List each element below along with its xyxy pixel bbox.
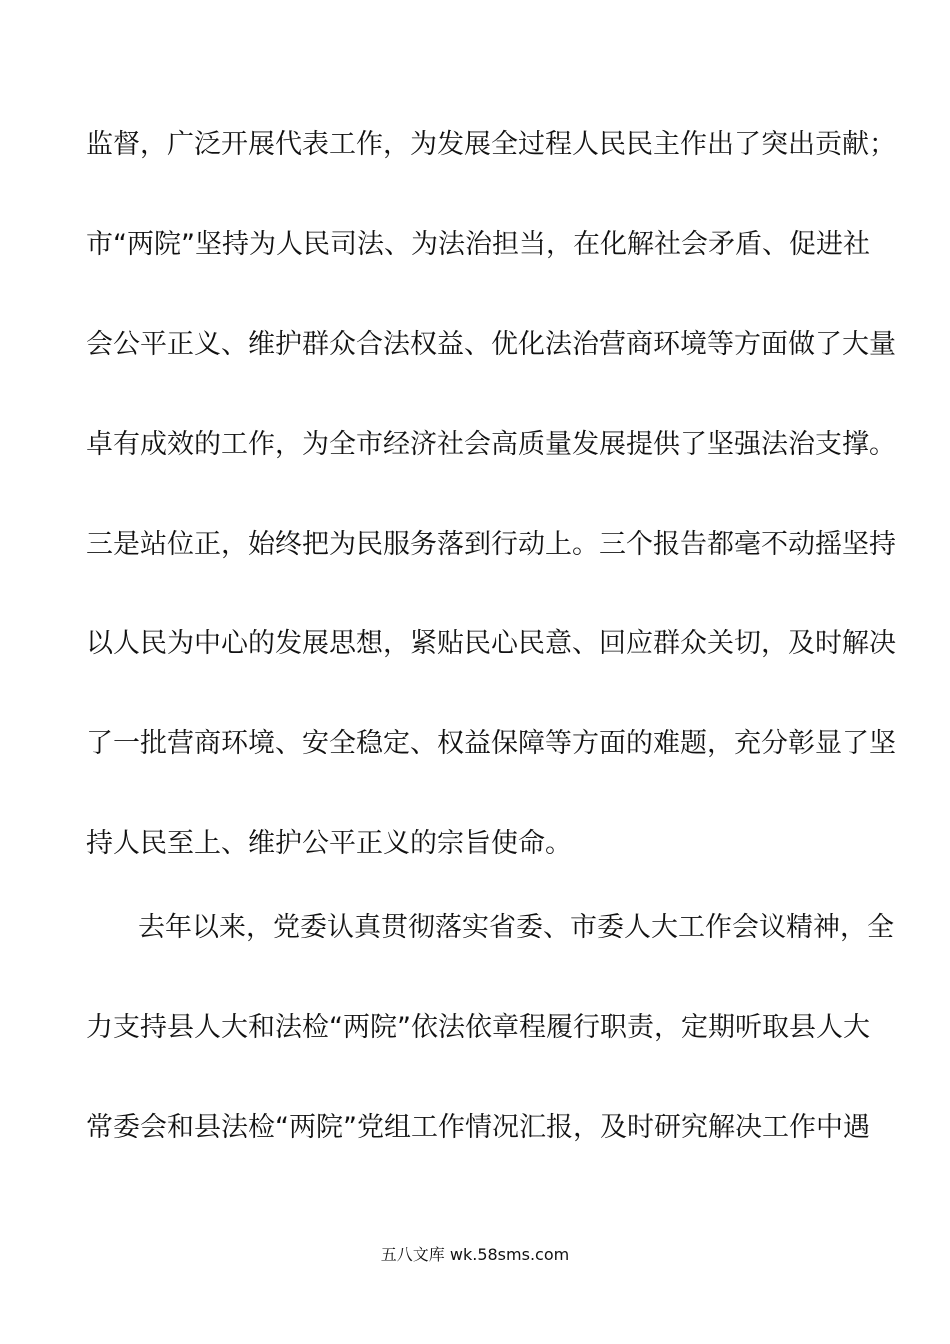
text-line: 常委会和县法检“两院”党组工作情况汇报，及时研究解决工作中遇 (86, 1112, 870, 1143)
text-line: 了一批营商环境、安全稳定、权益保障等方面的难题，充分彰显了坚 (86, 728, 896, 759)
footer-watermark: 五八文库 wk.58sms.com (380, 1245, 570, 1264)
text-line: 持人民至上、维护公平正义的宗旨使命。 (86, 828, 572, 859)
text-line: 市“两院”坚持为人民司法、为法治担当，在化解社会矛盾、促进社 (86, 229, 870, 260)
text-line: 三是站位正，始终把为民服务落到行动上。三个报告都毫不动摇坚持 (86, 529, 896, 560)
text-line: 去年以来，党委认真贯彻落实省委、市委人大工作会议精神，全 (138, 912, 894, 943)
text-line: 以人民为中心的发展思想，紧贴民心民意、回应群众关切，及时解决 (86, 628, 896, 659)
text-line: 力支持县人大和法检“两院”依法依章程履行职责，定期听取县人大 (86, 1012, 870, 1043)
text-line: 监督，广泛开展代表工作，为发展全过程人民民主作出了突出贡献； (86, 129, 896, 160)
text-line: 卓有成效的工作，为全市经济社会高质量发展提供了坚强法治支撑。 (86, 429, 896, 460)
text-line: 会公平正义、维护群众合法权益、优化法治营商环境等方面做了大量 (86, 329, 896, 360)
